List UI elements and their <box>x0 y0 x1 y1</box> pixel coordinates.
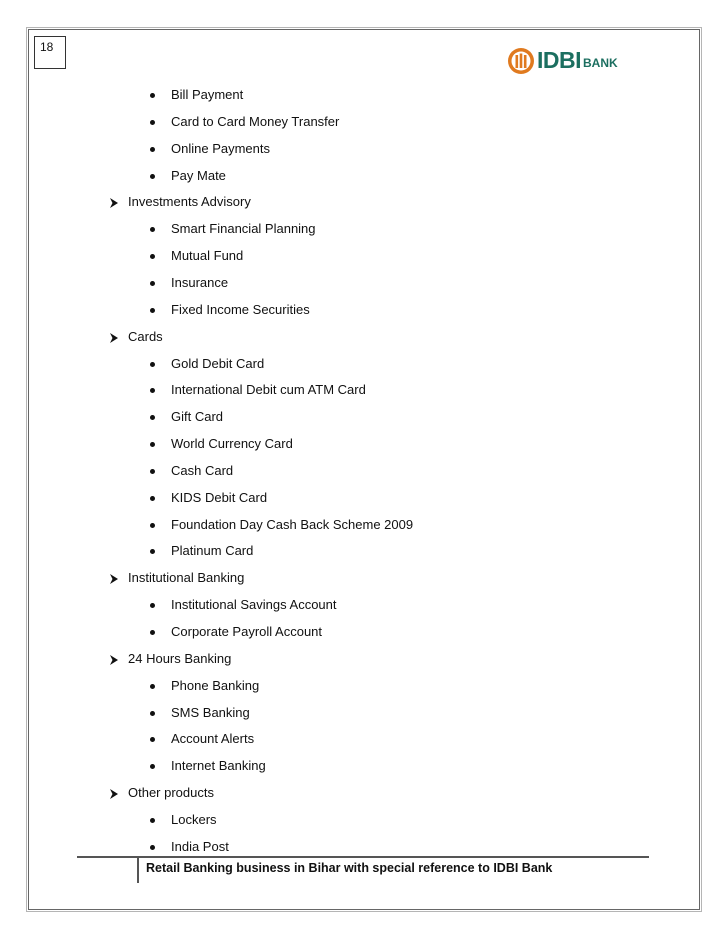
list-item: Lockers <box>171 812 217 827</box>
bullet-dot-icon <box>150 308 155 313</box>
arrow-bullet-icon <box>109 788 119 800</box>
bullet-dot-icon <box>150 845 155 850</box>
bullet-dot-icon <box>150 818 155 823</box>
bullet-dot-icon <box>150 388 155 393</box>
list-item: Card to Card Money Transfer <box>171 114 340 129</box>
arrow-bullet-icon <box>109 654 119 666</box>
list-item: India Post <box>171 839 229 854</box>
list-item: Cash Card <box>171 463 234 478</box>
bullet-dot-icon <box>150 120 155 125</box>
footer-title: Retail Banking business in Bihar with special reference to IDBI Bank <box>146 861 553 875</box>
arrow-bullet-icon <box>109 332 119 344</box>
list-item: Phone Banking <box>171 678 260 693</box>
list-item: Gift Card <box>171 409 224 424</box>
bullet-dot-icon <box>150 523 155 528</box>
arrow-bullet-icon <box>109 573 119 585</box>
page-number: 18 <box>34 36 66 69</box>
bullet-dot-icon <box>150 147 155 152</box>
list-item: Platinum Card <box>171 543 254 558</box>
list-item: Institutional Savings Account <box>171 597 337 612</box>
bullet-dot-icon <box>150 630 155 635</box>
list-item: Account Alerts <box>171 731 255 746</box>
bullet-dot-icon <box>150 442 155 447</box>
footer-vertical-bar <box>137 857 139 883</box>
bullet-dot-icon <box>150 254 155 259</box>
bullet-dot-icon <box>150 711 155 716</box>
bullet-dot-icon <box>150 469 155 474</box>
list-item: Insurance <box>171 275 229 290</box>
bullet-dot-icon <box>150 737 155 742</box>
bullet-dot-icon <box>150 415 155 420</box>
bullet-dot-icon <box>150 603 155 608</box>
bullet-dot-icon <box>150 684 155 689</box>
list-item: Mutual Fund <box>171 248 244 263</box>
list-item: SMS Banking <box>171 705 250 720</box>
logo-text-small: BANK <box>583 56 618 70</box>
list-item: Gold Debit Card <box>171 356 265 371</box>
idbi-emblem-icon <box>507 47 535 75</box>
category-heading: Investments Advisory <box>128 194 251 209</box>
bullet-dot-icon <box>150 362 155 367</box>
bullet-dot-icon <box>150 174 155 179</box>
list-item: Corporate Payroll Account <box>171 624 323 639</box>
list-item: World Currency Card <box>171 436 293 451</box>
category-heading: Other products <box>128 785 214 800</box>
category-heading: Institutional Banking <box>128 570 245 585</box>
list-item: Foundation Day Cash Back Scheme 2009 <box>171 517 414 532</box>
bullet-dot-icon <box>150 227 155 232</box>
bullet-dot-icon <box>150 549 155 554</box>
bullet-dot-icon <box>150 764 155 769</box>
list-item: KIDS Debit Card <box>171 490 268 505</box>
arrow-bullet-icon <box>109 197 119 209</box>
list-item: International Debit cum ATM Card <box>171 382 366 397</box>
list-item: Smart Financial Planning <box>171 221 316 236</box>
bullet-dot-icon <box>150 496 155 501</box>
list-item: Pay Mate <box>171 168 226 183</box>
idbi-bank-logo <box>507 44 619 77</box>
list-item: Bill Payment <box>171 87 244 102</box>
logo-text-large: IDBI <box>537 47 581 73</box>
page-border <box>28 29 700 910</box>
list-item: Internet Banking <box>171 758 266 773</box>
footer-divider <box>77 856 649 858</box>
bullet-dot-icon <box>150 281 155 286</box>
list-item: Fixed Income Securities <box>171 302 310 317</box>
bullet-dot-icon <box>150 93 155 98</box>
category-heading: Cards <box>128 329 163 344</box>
list-item: Online Payments <box>171 141 270 156</box>
category-heading: 24 Hours Banking <box>128 651 232 666</box>
